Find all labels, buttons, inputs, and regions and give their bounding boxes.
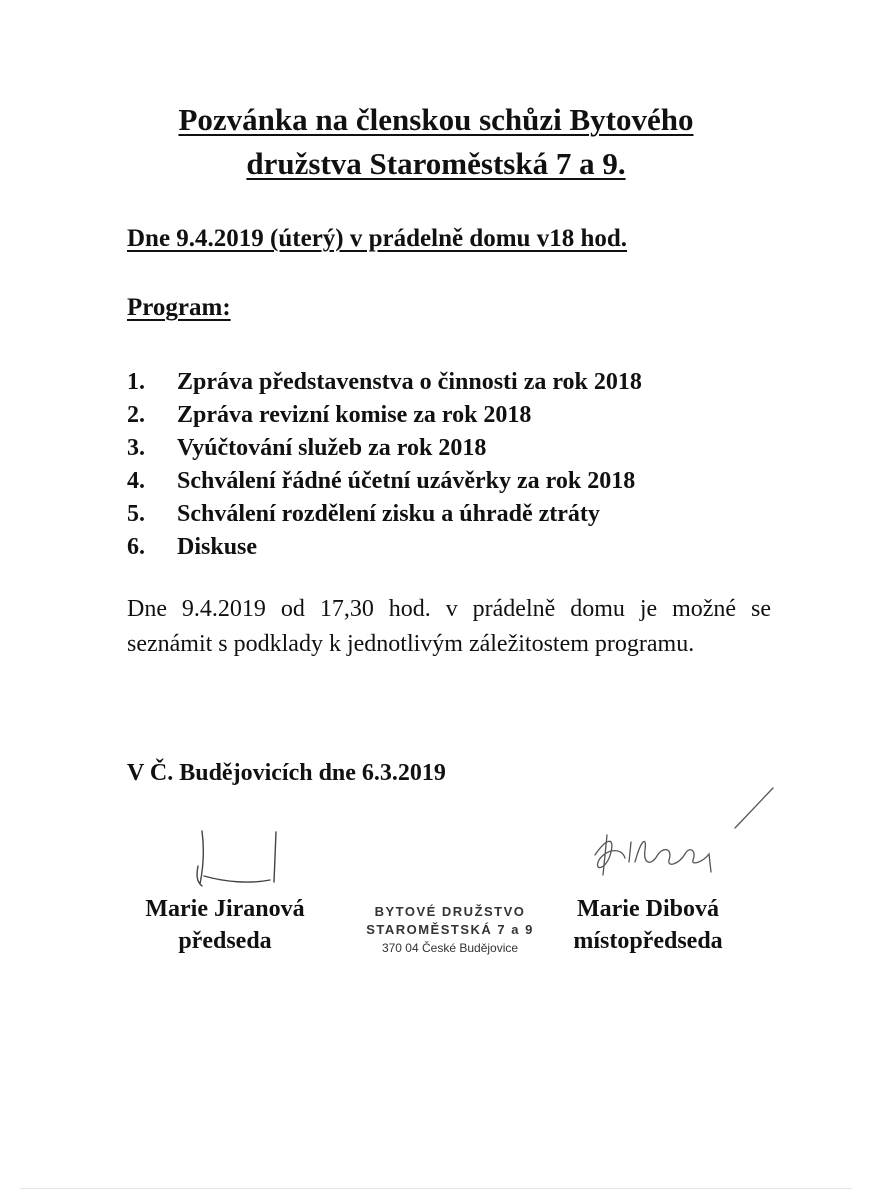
- agenda-item: [127, 366, 642, 399]
- signatory-left: [110, 893, 340, 957]
- agenda-item: [127, 531, 642, 564]
- documents-note: Dne 9.4.2019 od 17,30 hod. v prádelně domu je možné se seznámit s podklady k jednotlivým záležitostem programu.: [127, 596, 771, 657]
- signatory-right-role: místopředseda: [573, 928, 723, 954]
- signatory-right-name: Marie Dibová: [577, 896, 719, 922]
- agenda-item: [127, 498, 642, 531]
- title-line-2: družstva Staroměstská 7 a 9.: [246, 146, 626, 181]
- agenda-number: 5.: [127, 501, 145, 527]
- agenda-list: [127, 366, 642, 564]
- stamp-line-2: STAROMĚSTSKÁ 7 a 9: [366, 922, 534, 937]
- agenda-number: 2.: [127, 402, 145, 428]
- agenda-item: [127, 399, 642, 432]
- stamp-line-3: 370 04 České Budějovice: [381, 941, 519, 955]
- signatory-left-role: předseda: [178, 928, 272, 954]
- stamp-line-1: BYTOVÉ DRUŽSTVO: [374, 904, 526, 919]
- document-title: [0, 98, 872, 186]
- agenda-text: Schválení rozdělení zisku a úhradě ztráty: [177, 501, 600, 527]
- cooperative-stamp: [360, 903, 540, 957]
- page-edge-divider: [20, 1188, 852, 1189]
- signature-left-image: [190, 826, 290, 896]
- signature-right-image: [585, 780, 785, 890]
- signatory-right: [548, 893, 748, 957]
- agenda-text: Zpráva představenstva o činnosti za rok 2018: [177, 369, 642, 395]
- program-heading: Program:: [127, 294, 231, 321]
- meeting-info: Dne 9.4.2019 (úterý) v prádelně domu v18 hod.: [127, 225, 628, 252]
- signatory-left-name: Marie Jiranová: [145, 896, 305, 922]
- agenda-item: [127, 432, 642, 465]
- title-line-1: Pozvánka na členskou schůzi Bytového: [178, 102, 694, 137]
- agenda-text: Diskuse: [177, 534, 258, 560]
- place-and-date: V Č. Budějovicích dne 6.3.2019: [127, 760, 446, 786]
- agenda-item: [127, 465, 642, 498]
- agenda-text: Schválení řádné účetní uzávěrky za rok 2018: [177, 468, 636, 494]
- agenda-number: 3.: [127, 435, 145, 461]
- agenda-text: Vyúčtování služeb za rok 2018: [177, 435, 487, 461]
- agenda-text: Zpráva revizní komise za rok 2018: [177, 402, 532, 428]
- agenda-number: 4.: [127, 468, 145, 494]
- agenda-number: 1.: [127, 369, 145, 395]
- agenda-number: 6.: [127, 534, 145, 560]
